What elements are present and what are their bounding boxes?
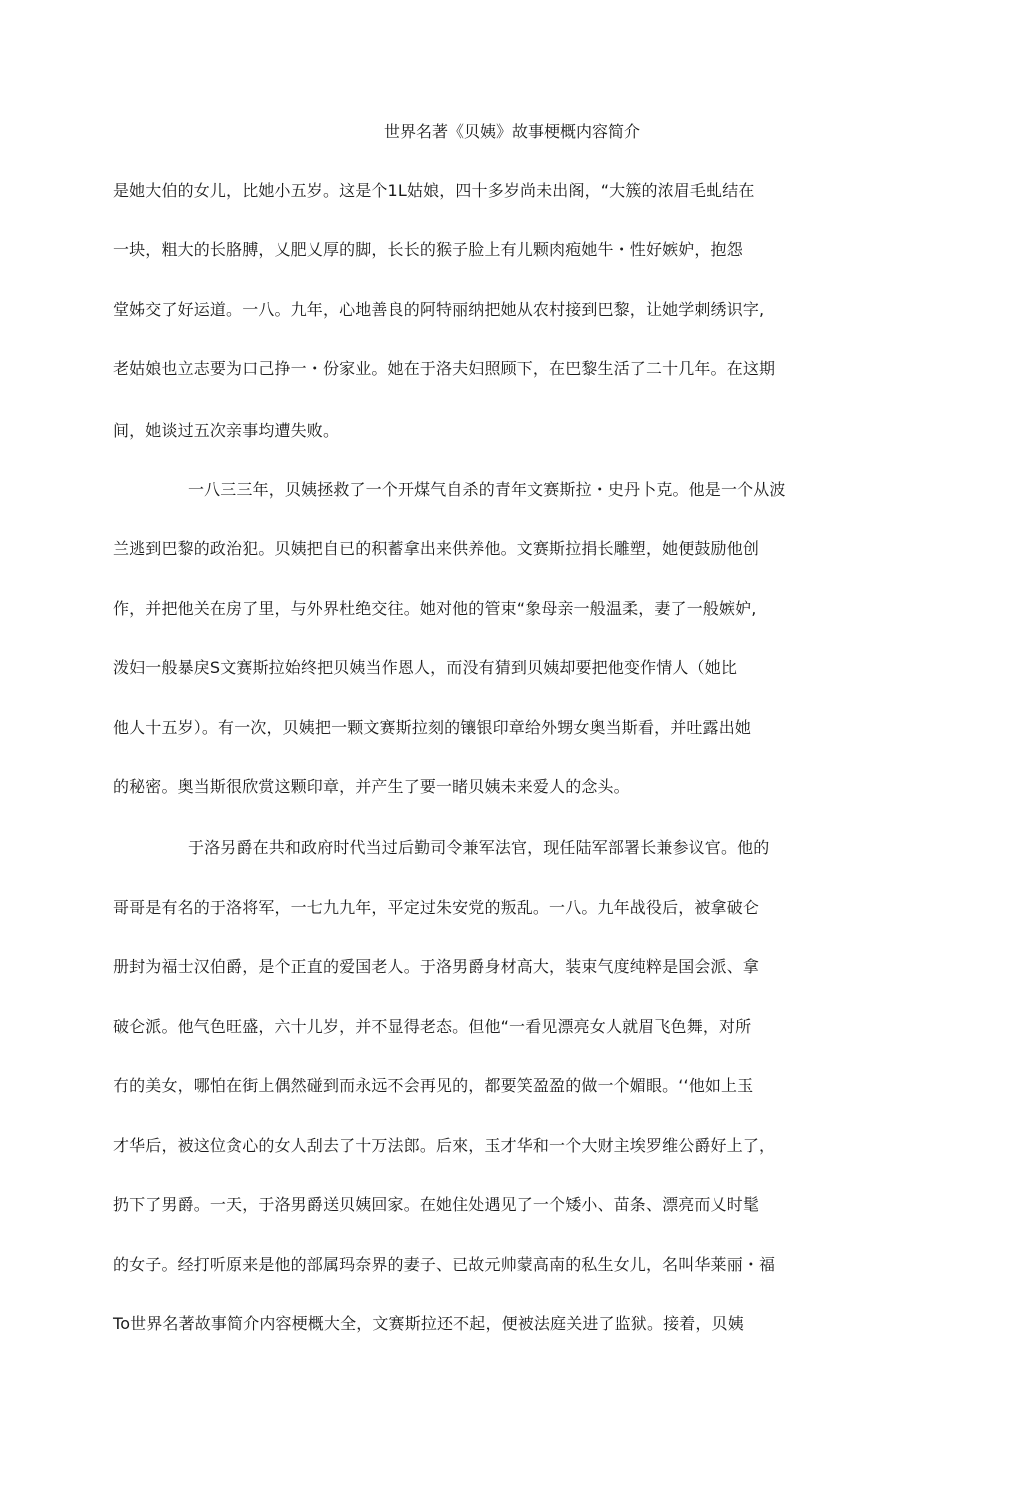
text-line: 兰逃到巴黎的政治犯。贝姨把自已的积蓄拿出来供养他。文赛斯拉捐长雕塑，她便鼓励他创 xyxy=(113,539,760,558)
document-title: 世界名著《贝姨》故事梗概内容简介 xyxy=(383,122,640,141)
text-line: 他人十五岁）。有一次，贝姨把一颗文赛斯拉刻的镶银印章给外甥女奥当斯看，并吐露出她 xyxy=(113,718,752,737)
text-line: 册封为福士汉伯爵，是个正直的爱国老人。于洛男爵身材高大，装束气度纯粹是国会派、拿 xyxy=(113,957,760,976)
text-line: 的女子。经打听原来是他的部属玛奈界的妻子、已故元帅蒙高南的私生女儿，名叫华莱丽・福 xyxy=(113,1255,776,1274)
paragraph-first-line: 于洛另爵在共和政府时代当过后勤司令兼军法官，现任陆军部署长兼参议官。他的 xyxy=(188,838,770,857)
text-line: 堂姊交了好运道。一八。九年，心地善良的阿特丽纳把她从农村接到巴黎，让她学刺绣识字, xyxy=(113,300,765,319)
text-line: 破仑派。他气色旺盛，六十儿岁，并不显得老态。但他“一看见漂亮女人就眉飞色舞，对所 xyxy=(113,1017,752,1036)
text-line: 一块，粗大的长胳膊，乂肥乂厚的脚，长长的猴子脸上有儿颗肉疱她牛・性好嫉妒，抱怨 xyxy=(113,240,743,259)
text-line: 才华后，被这位贪心的女人刮去了十万法郎。后來，玉才华和一个大财主埃罗维公爵好上了， xyxy=(113,1136,776,1155)
text-line: 作，并把他关在房了里，与外界杜绝交往。她对他的管束“象母亲一般温柔，妻了一般嫉妒, xyxy=(113,599,757,618)
text-line: 哥哥是有名的于洛将军，一七九九年，平定过朱安党的叛乱。一八。九年战役后，被拿破仑 xyxy=(113,898,760,917)
text-line: 老姑娘也立志要为口己挣一・份家业。她在于洛夫妇照顾下，在巴黎生活了二十几年。在这期 xyxy=(113,359,776,378)
paragraph-first-line: 一八三三年，贝姨拯救了一个开煤气自杀的青年文赛斯拉・史丹卜克。他是一个从波 xyxy=(188,480,786,499)
text-line: 间，她谈过五次亲事均遭失败。 xyxy=(113,421,340,440)
text-line: 是她大伯的女儿，比她小五岁。这是个1L姑娘，四十多岁尚未出阁，“大簇的浓眉毛虬结在 xyxy=(113,181,755,200)
text-line: 泼妇一般暴戾S文赛斯拉始终把贝姨当作恩人，而没有猜到贝姨却要把他变作情人（她比 xyxy=(113,658,738,677)
text-line: 扔下了男爵。一天，于洛男爵送贝姨回家。在她住处遇见了一个矮小、苗条、漂亮而乂时髦 xyxy=(113,1195,760,1214)
text-line: 冇的美女，哪怕在街上偶然碰到而永远不会再见的，都要笑盈盈的做一个媚眼。‘‘他如上玉 xyxy=(113,1076,754,1095)
text-line: To世界名著故事简介内容梗概大全，文赛斯拉还不起，便被法庭关进了监狱。接着，贝姨 xyxy=(113,1314,744,1333)
text-line: 的秘密。奥当斯很欣赏这颗印章，并产生了要一睹贝姨未来爱人的念头。 xyxy=(113,777,630,796)
